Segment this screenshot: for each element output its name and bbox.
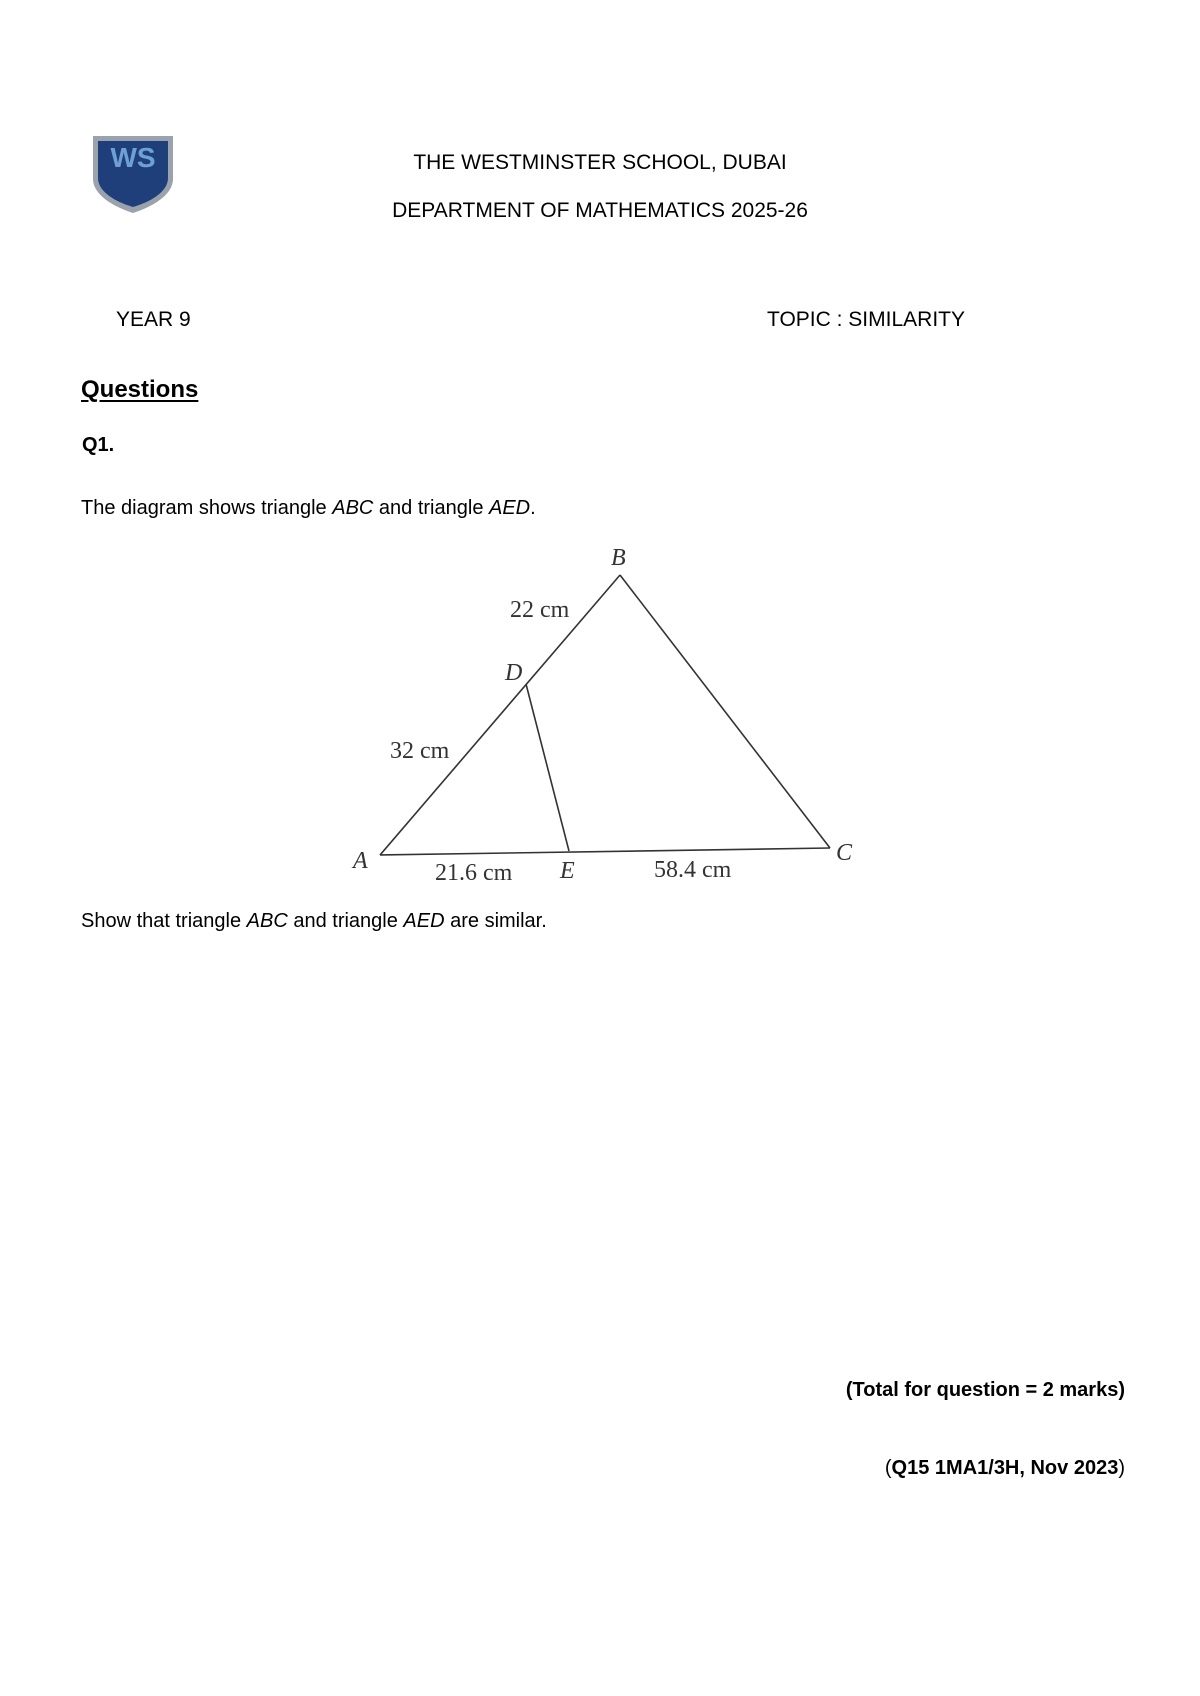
department-title: DEPARTMENT OF MATHEMATICS 2025-26 — [392, 199, 808, 222]
length-ae: 21.6 cm — [435, 860, 513, 886]
source-close-paren: ) — [1118, 1457, 1125, 1479]
question-instruction — [81, 909, 547, 933]
segment-de — [526, 684, 569, 851]
intro-text-2: and triangle — [373, 497, 489, 519]
side-bc — [620, 575, 830, 848]
vertex-label-d: D — [505, 660, 523, 686]
vertex-label-e: E — [560, 858, 575, 884]
length-ec: 58.4 cm — [654, 857, 732, 883]
intro-text-3: . — [530, 497, 536, 519]
question-source — [885, 1456, 1125, 1480]
question-intro — [81, 496, 536, 520]
length-bd: 22 cm — [510, 597, 570, 623]
vertex-label-c: C — [836, 840, 853, 866]
source-open-paren: ( — [884, 1457, 892, 1479]
vertex-label-b: B — [611, 545, 626, 571]
vertex-label-a: A — [353, 848, 368, 874]
triangle-diagram — [340, 535, 880, 890]
instruction-triangle-1: ABC — [246, 910, 288, 932]
question-number: Q1. — [82, 434, 115, 456]
intro-text-1: The diagram shows triangle — [81, 497, 333, 519]
intro-triangle-1: ABC — [332, 497, 374, 519]
instruction-triangle-2: AED — [403, 910, 445, 932]
side-ac — [380, 848, 830, 855]
instruction-text-2: and triangle — [287, 910, 404, 932]
instruction-text-1: Show that triangle — [81, 910, 247, 932]
side-ab — [380, 575, 620, 855]
topic-label: TOPIC : SIMILARITY — [767, 308, 965, 331]
year-label: YEAR 9 — [116, 308, 191, 331]
intro-triangle-2: AED — [489, 497, 531, 519]
section-heading: Questions — [81, 376, 199, 403]
school-name: THE WESTMINSTER SCHOOL, DUBAI — [413, 151, 787, 174]
total-marks: (Total for question = 2 marks) — [845, 1379, 1125, 1401]
instruction-text-3: are similar. — [444, 910, 547, 932]
logo-text: WS — [110, 142, 156, 173]
source-ref: Q15 1MA1/3H, Nov 2023 — [891, 1457, 1119, 1479]
length-da: 32 cm — [390, 738, 450, 764]
